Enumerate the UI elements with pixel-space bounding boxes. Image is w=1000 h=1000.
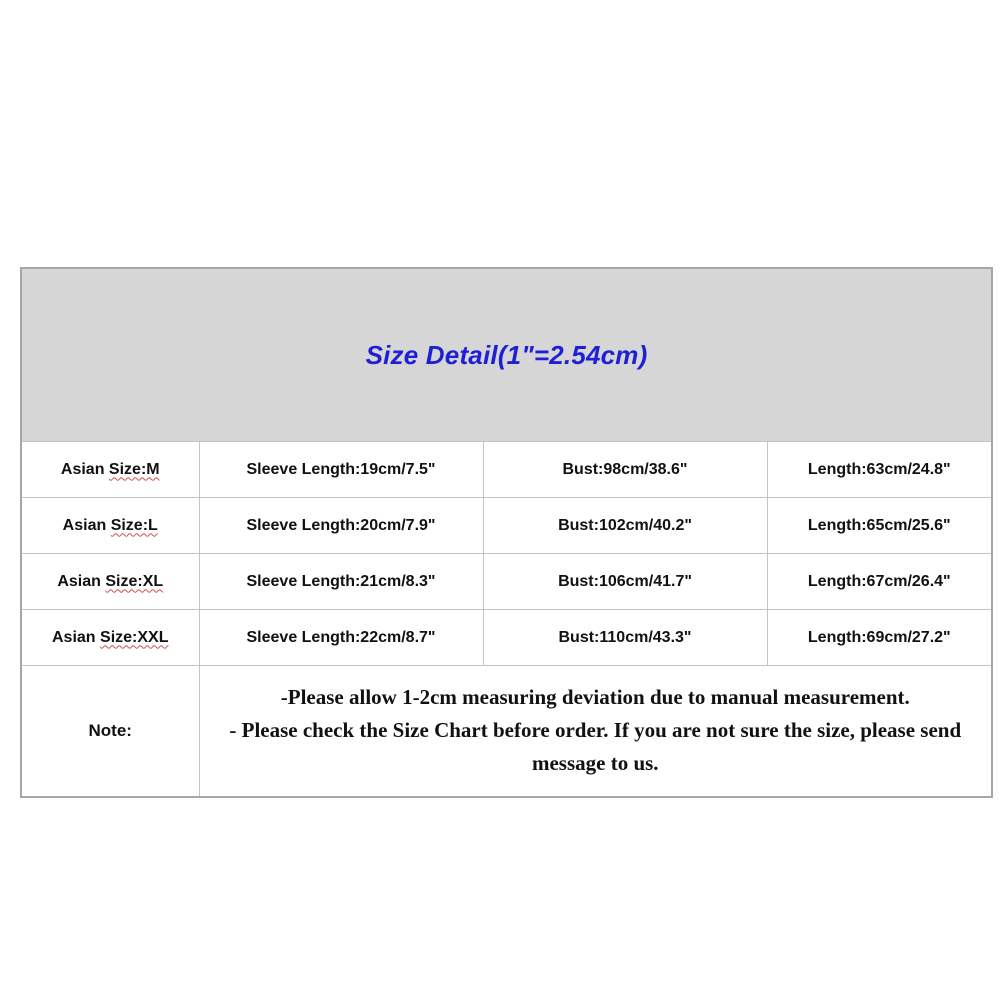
table-row <box>21 610 992 666</box>
sleeve-length-cell: Sleeve Length:21cm/8.3" <box>199 554 483 610</box>
table-row <box>21 498 992 554</box>
length-cell: Length:63cm/24.8" <box>767 442 992 498</box>
title-cell <box>21 268 992 442</box>
sleeve-length-cell: Sleeve Length:22cm/8.7" <box>199 610 483 666</box>
size-value: Size:XL <box>105 572 164 590</box>
title-row <box>21 268 992 442</box>
note-label: Note: <box>21 666 199 798</box>
sleeve-length-cell: Sleeve Length:19cm/7.5" <box>199 442 483 498</box>
length-cell: Length:65cm/25.6" <box>767 498 992 554</box>
size-value: Size:M <box>108 460 160 478</box>
size-prefix: Asian <box>62 516 111 534</box>
table-row <box>21 554 992 610</box>
size-prefix: Asian <box>60 460 109 478</box>
bust-cell: Bust:106cm/41.7" <box>483 554 767 610</box>
size-cell <box>21 498 199 554</box>
length-cell: Length:69cm/27.2" <box>767 610 992 666</box>
size-cell <box>21 442 199 498</box>
size-label <box>61 461 160 478</box>
note-line-size-chart: - Please check the Size Chart before order. If you are not sure the size, please send message to us. <box>229 717 962 775</box>
bust-cell: Bust:102cm/40.2" <box>483 498 767 554</box>
bust-cell: Bust:98cm/38.6" <box>483 442 767 498</box>
bust-cell: Bust:110cm/43.3" <box>483 610 767 666</box>
size-cell <box>21 554 199 610</box>
table-row <box>21 442 992 498</box>
size-cell <box>21 610 199 666</box>
table-title: Size Detail(1"=2.54cm) <box>365 339 648 370</box>
note-row <box>21 666 992 798</box>
size-label <box>52 629 168 646</box>
size-prefix: Asian <box>57 572 106 590</box>
note-line-deviation: -Please allow 1-2cm measuring deviation due to manual measurement. <box>280 684 910 709</box>
length-cell: Length:67cm/26.4" <box>767 554 992 610</box>
sleeve-length-cell: Sleeve Length:20cm/7.9" <box>199 498 483 554</box>
size-label <box>57 573 163 590</box>
size-value: Size:XXL <box>100 628 169 646</box>
size-prefix: Asian <box>52 628 101 646</box>
note-content <box>199 666 992 798</box>
size-detail-table <box>20 267 993 798</box>
size-value: Size:L <box>110 516 158 534</box>
size-label <box>63 517 158 534</box>
